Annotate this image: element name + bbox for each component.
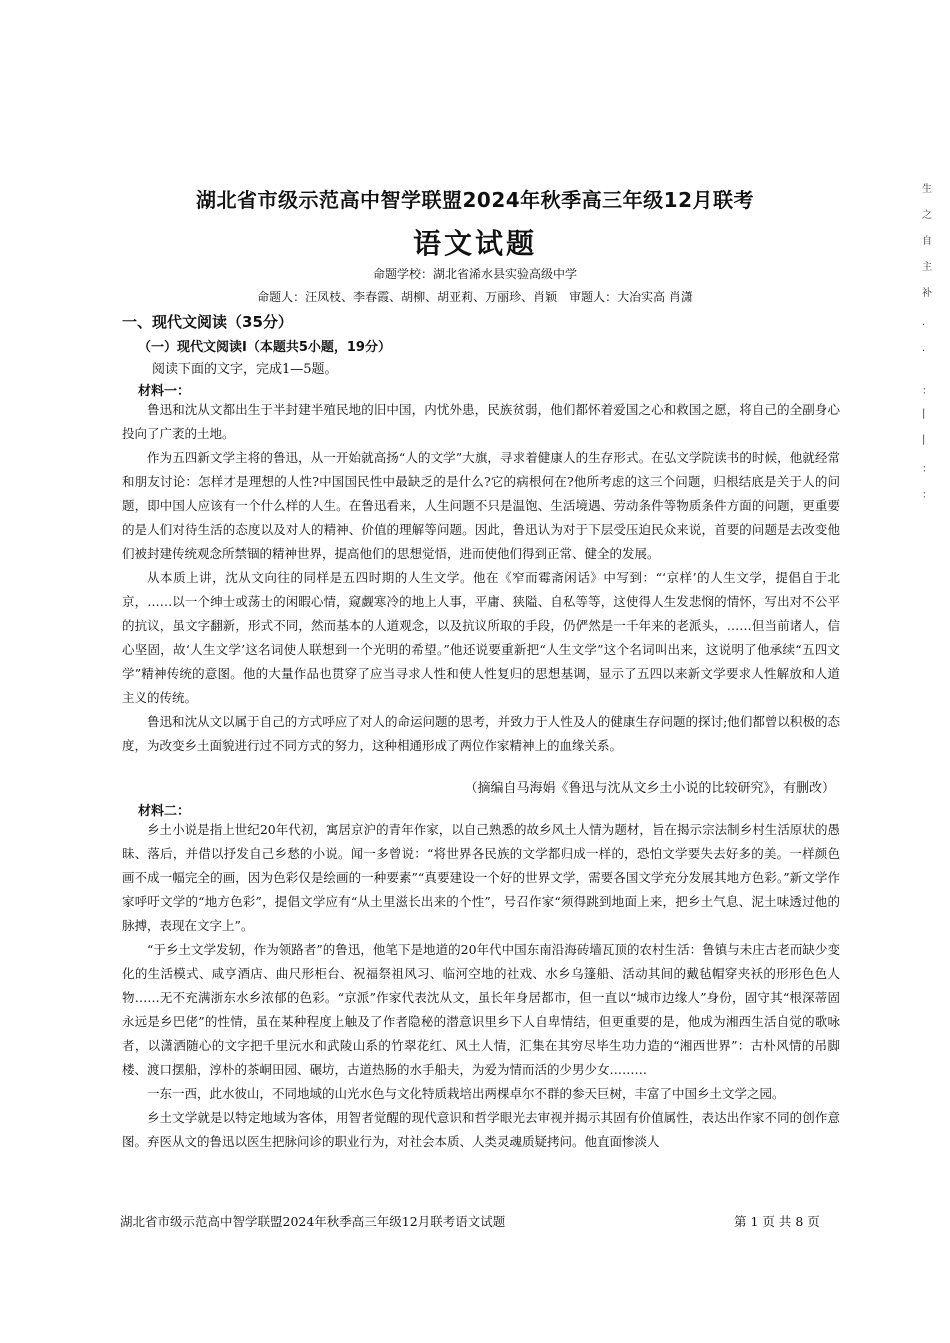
margin-mark: 之 (922, 210, 932, 221)
paragraph: 作为五四新文学主将的鲁迅，从一开始就高扬“人的文学”大旗，寻求着健康人的生存形式。在弘文学院读书的时候，他就经常和朋友讨论：怎样才是理想的人性?中国国民性中最缺乏的是什么?它的病根何在?他所考虑的这三个问题，归根结底是关于人的问题，即中国人应该有一个什么样的人生。在鲁迅看来，人生问题不只是温饱、生活境遇、劳动条件等物质条件方面的问题，更重要的是人们对待生活的态度以及对人的精神、价值的理解等问题。因此，鲁迅认为对于下层受压迫民众来说，首要的问题是去改变他们被封建传统观念所禁锢的精神世界，提高他们的思想觉悟，进而使他们得到正常、健全的发展。 (122, 450, 840, 561)
material-2-label: 材料二： (138, 804, 191, 819)
paragraph: 一东一西，此水彼山，不同地域的山光水色与文化特质栽培出两棵卓尔不群的参天巨树，丰富了中国乡土文学之园。 (147, 1086, 785, 1101)
section-heading: 一、现代文阅读（35分） (122, 313, 293, 331)
footer-exam-name: 湖北省市级示范高中智学联盟2024年秋季高三年级12月联考语文试题 (120, 1214, 506, 1229)
subsection-heading: （一）现代文阅读Ⅰ（本题共5小题，19分） (138, 340, 391, 355)
reading-instruction: 阅读下面的文字，完成1—5题。 (152, 362, 338, 377)
material-1-body (122, 398, 840, 758)
paragraph: “于乡土文学发轫，作为领路者”的鲁迅，他笔下是地道的20年代中国东南沿海砖墙瓦顶的农村生活：鲁镇与未庄古老而缺少变化的生活模式、咸亨酒店、曲尺形柜台、祝福祭祖风习、临河空地的社戏、水乡乌篷船、活动其间的戴毡帽穿夹袄的形形色色人物……无不充满浙东水乡浓郁的色彩。“京派”作家代表沈从文，虽长年身居都市，但一直以“城市边缘人”身份，固守其“根深蒂固永远是乡巴佬”的性情，虽在某种程度上触及了作者隐秘的潜意识里乡下人自卑情结，但更重要的是，他成为湘西生活自觉的歌咏者，以潇洒随心的文字把千里沅水和武陵山系的竹翠花红、风土人情，汇集在其穷尽毕生功力造的“湘西世界”：古朴风情的吊脚楼、渡口摆船，淳朴的茶峒田园、碾坊，古道热肠的水手船夫，为爱为情而活的少男少女……… (122, 942, 840, 1077)
margin-mark: · (922, 320, 926, 331)
margin-mark: ： (922, 464, 932, 475)
margin-mark: | (922, 408, 926, 419)
exam-title: 湖北省市级示范高中智学联盟2024年秋季高三年级12月联考 (196, 188, 754, 212)
footer-page-number: 第 1 页 共 8 页 (734, 1214, 820, 1229)
paragraph: 乡土小说是指上世纪20年代初，寓居京沪的青年作家，以自己熟悉的故乡风土人情为题材，旨在揭示宗法制乡村生活原状的愚昧、落后，并借以抒发自己乡愁的小说。闻一多曾说：“将世界各民族的文学都归成一样的，恐怕文学要失去好多的美。一样颜色画不成一幅完全的画，因为色彩仅是绘画的一种要素”“真要建设一个好的世界文学，需要各国文学充分发展其地方色彩。”新文学作家呼吁文学的“地方色彩”，提倡文学应有“从土里滋长出来的个性”，号召作家“须得跳到地面上来，把乡土气息、泥土味透过他的脉搏，表现在文字上”。 (122, 822, 840, 933)
material-2-body (122, 818, 840, 1154)
margin-mark: 生 (922, 184, 932, 195)
margin-mark: ： (922, 386, 932, 397)
exam-school: 命题学校：湖北省浠水县实验高级中学 (372, 267, 577, 281)
paragraph: 鲁迅和沈从文以属于自己的方式呼应了对人的命运问题的思考，并致力于人性及人的健康生存问题的探讨;他们都曾以积极的态度，为改变乡土面貌进行过不同方式的努力，这种相通形成了两位作家精神上的血缘关系。 (122, 714, 840, 753)
exam-subject: 语文试题 (412, 227, 537, 260)
margin-mark: · (922, 346, 926, 357)
binding-margin-marks (922, 180, 936, 512)
margin-mark: 自 (922, 236, 932, 247)
material-1-label: 材料一： (138, 384, 191, 399)
paragraph: 乡土文学就是以特定地域为客体，用智者觉醒的现代意识和哲学眼光去审视并揭示其固有价值属性，表达出作家不同的创作意图。弃医从文的鲁迅以医生把脉问诊的职业行为，对社会本质、人类灵魂质疑拷问。他直面惨淡人 (122, 1110, 840, 1149)
material-1-source: （摘编自马海娟《鲁迅与沈从文乡土小说的比较研究》，有删改） (464, 781, 835, 796)
margin-mark: 主 (922, 262, 932, 273)
margin-mark: | (922, 434, 926, 445)
margin-mark: ： (922, 490, 932, 501)
exam-authors: 命题人：汪凤枝、李春霞、胡柳、胡亚莉、万丽珍、肖颖 审题人：大冶实高 肖潇 (257, 290, 693, 304)
margin-mark: 补 (922, 288, 932, 299)
paragraph: 从本质上讲，沈从文向往的同样是五四时期的人生文学。他在《窄而霉斋闲话》中写到：“‘京样’的人生文学，提倡自于北京，……以一个绅士或荡士的闲暇心情，窥觑寒冷的地上人事，平庸、狭隘、自私等等，这使得人生发悲悯的情怀，写出对不公平的抗议，虽文字翻新，形式不同，然而基本的人道观念，以及抗议所取的手段，仍俨然是一千年来的老派头，……但当前诸人，信心坚固，故‘人生文学’这名词使人联想到一个光明的希望。”他还说要重新把“人生文学”这个名词叫出来，这说明了他承续“五四文学”精神传统的意图。他的大量作品也贯穿了应当寻求人性和使人性复归的思想基调，显示了五四以来新文学要求人性解放和人道主义的传统。 (122, 570, 840, 705)
paragraph: 鲁迅和沈从文都出生于半封建半殖民地的旧中国，内忧外患，民族贫弱，他们都怀着爱国之心和救国之愿，将自己的全副身心投向了广袤的土地。 (122, 402, 840, 441)
